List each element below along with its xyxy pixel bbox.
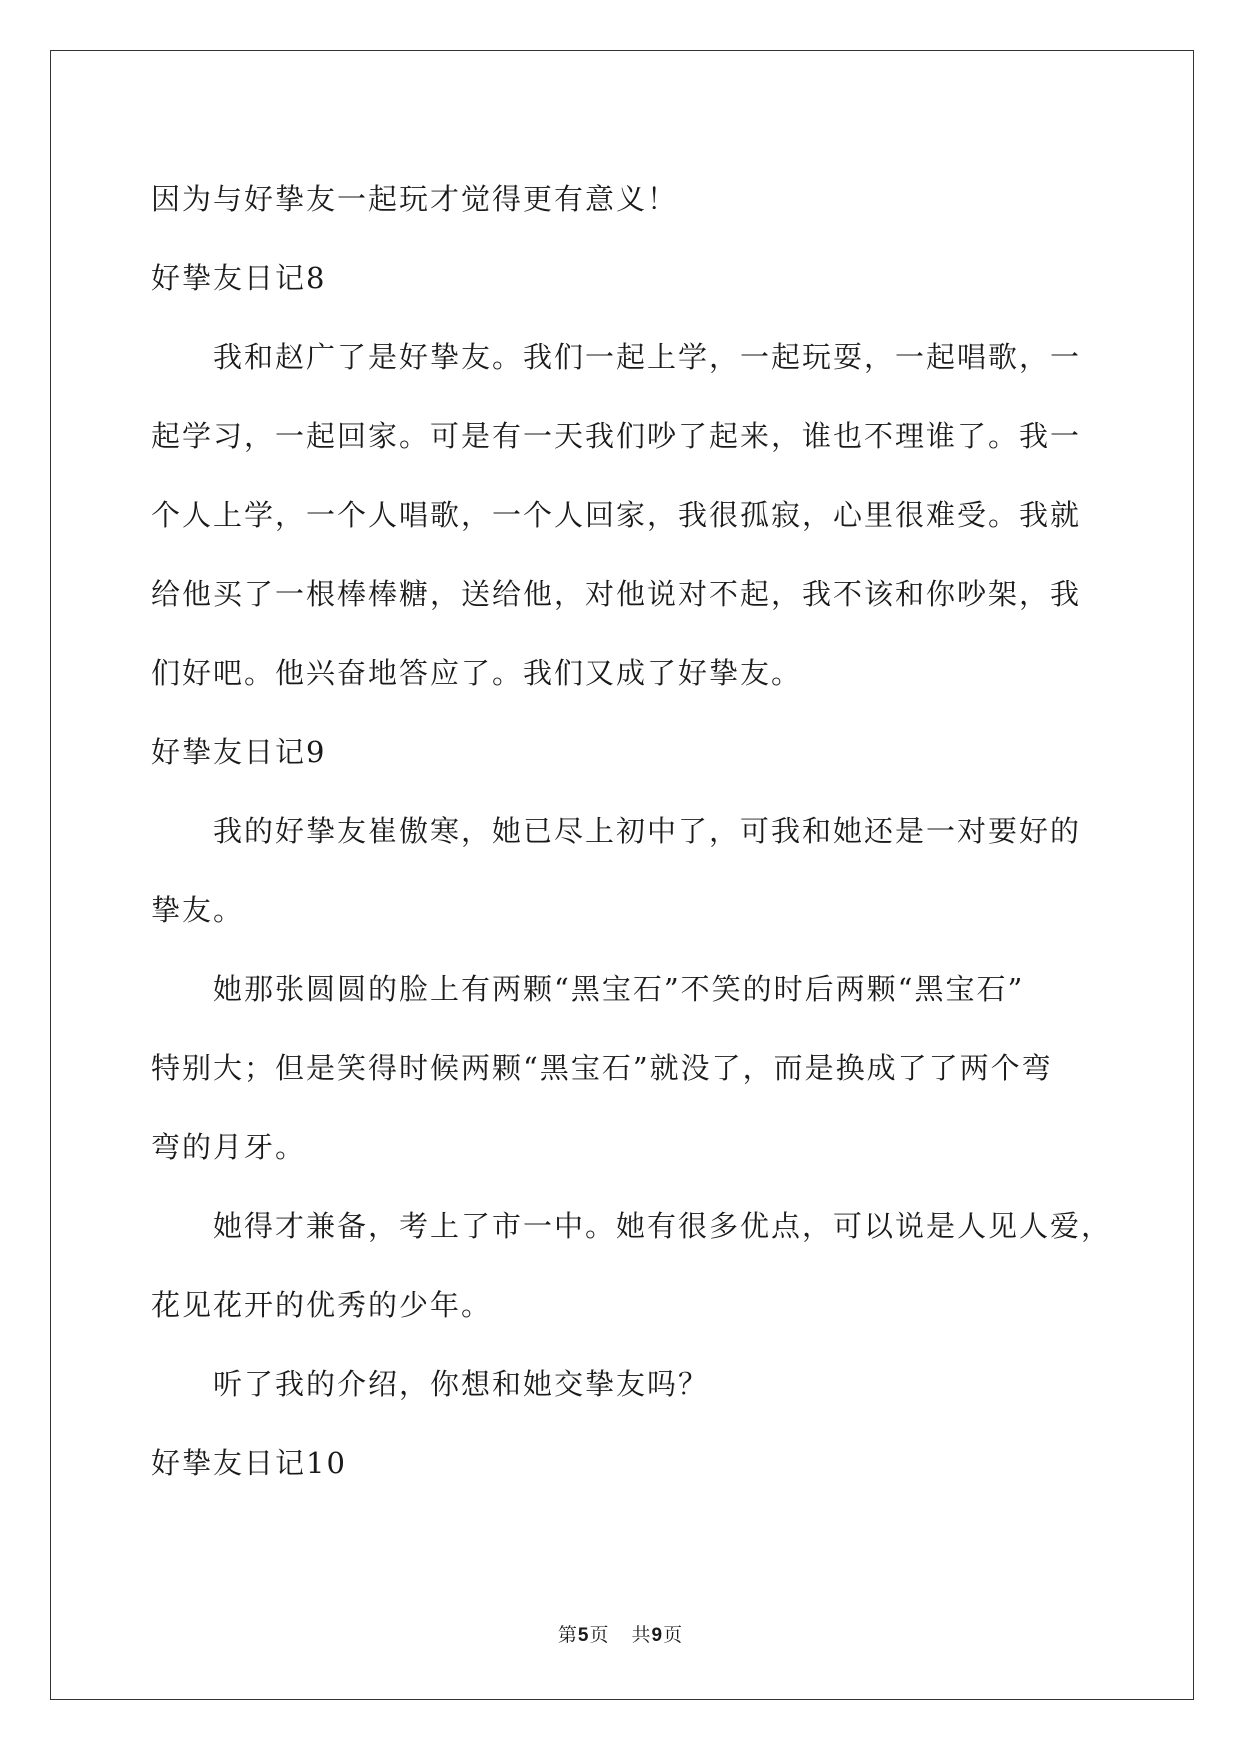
text-line-1: 因为与好挚友一起玩才觉得更有意义！ [151,182,679,216]
paragraph-line: 她得才兼备，考上了市一中。她有很多优点，可以说是人见人爱， [213,1209,1113,1243]
paragraph-line: 个人上学，一个人唱歌，一个人回家，我很孤寂，心里很难受。我就 [151,498,1082,532]
paragraph-line: 她那张圆圆的脸上有两颗“黑宝石”不笑的时后两颗“黑宝石” [213,972,1025,1006]
paragraph-line: 们好吧。他兴奋地答应了。我们又成了好挚友。 [151,656,803,690]
paragraph-line: 弯的月牙。 [151,1130,307,1164]
document-body [151,160,1113,1503]
current-page-number: 5 [577,1625,590,1646]
diary-heading-9: 好挚友日记9 [151,735,327,769]
footer-total-prefix: 共 [631,1624,652,1646]
paragraph-line: 我和赵广了是好挚友。我们一起上学，一起玩耍，一起唱歌，一 [213,340,1082,374]
footer-prefix: 第 [557,1624,578,1646]
diary-heading-8: 好挚友日记8 [151,261,327,295]
page-footer [0,1620,1241,1647]
footer-page-suffix: 页 [589,1624,610,1646]
paragraph-line: 听了我的介绍，你想和她交挚友吗？ [213,1367,710,1401]
paragraph-line: 我的好挚友崔傲寒，她已尽上初中了，可我和她还是一对要好的 [213,814,1082,848]
paragraph-line: 花见花开的优秀的少年。 [151,1288,493,1322]
paragraph-line: 起学习，一起回家。可是有一天我们吵了起来，谁也不理谁了。我一 [151,419,1082,453]
diary-heading-10: 好挚友日记10 [151,1446,347,1480]
footer-total-suffix: 页 [663,1624,684,1646]
total-page-number: 9 [651,1625,664,1646]
paragraph-line: 给他买了一根棒棒糖，送给他，对他说对不起，我不该和你吵架，我 [151,577,1082,611]
paragraph-line: 挚友。 [151,893,245,927]
paragraph-line: 特别大；但是笑得时候两颗“黑宝石”就没了，而是换成了了两个弯 [151,1051,1053,1085]
